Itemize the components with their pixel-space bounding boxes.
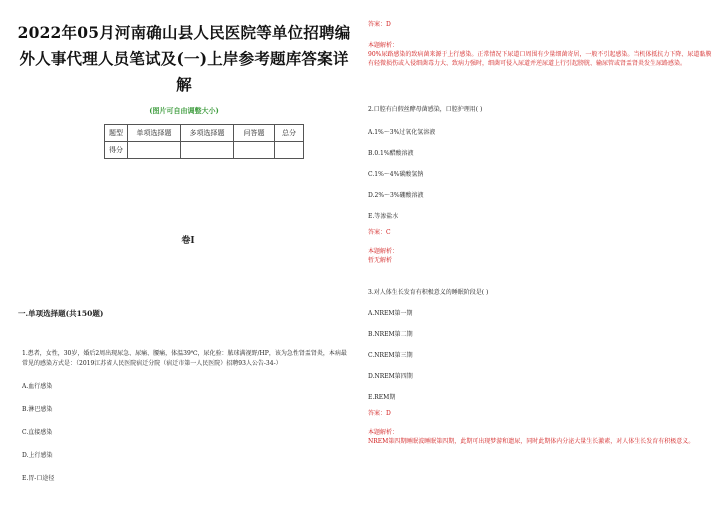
answer-1: 答案：D	[368, 21, 391, 28]
score-cell	[234, 142, 275, 159]
image-resize-note: (图片可自由调整大小)	[149, 106, 219, 115]
question-1-option-b: B.淋巴感染	[22, 406, 53, 413]
score-table	[104, 124, 304, 159]
score-cell	[181, 142, 234, 159]
question-3-option-a: A.NREM第一期	[368, 310, 413, 317]
analysis-3-text: NREM第四期睡眠波睡眠第四期，此期可出现梦游和遗尿，同时此期体内分泌大量生长激素，对人体生长发育有积极意义。	[368, 438, 695, 445]
question-1-text: 1.患者，女性，30岁，婚后2周出现尿急、尿痛、腰痛，体温39℃，尿化验：脓球满视野/HP，该为急性肾盂肾炎，本病最常见的感染方式是：（2019江苏省人民医院宿迁分院（宿迁市第一人民医院）招聘93人公告-34-）	[22, 350, 347, 367]
question-1-option-c: C.直接感染	[22, 429, 53, 436]
question-2-option-a: A.1%～3%过氧化氢溶液	[368, 129, 436, 136]
score-header-multi: 多项选择题	[181, 125, 234, 142]
score-table-score-row	[105, 142, 304, 159]
title-line-3: 解	[176, 75, 192, 94]
score-table-header-row	[105, 125, 304, 142]
question-1-option-d: D.上行感染	[22, 452, 53, 459]
left-column	[8, 20, 360, 482]
question-3-option-c: C.NREM第三期	[368, 352, 413, 359]
question-3-option-d: D.NREM第四期	[368, 373, 413, 380]
question-3-option-b: B.NREM第二期	[368, 331, 413, 338]
volume-label: 卷I	[181, 236, 195, 246]
title-line-2: 外人事代理人员笔试及(一)上岸参考题库答案详	[19, 49, 349, 68]
analysis-3-label: 本题解析：	[368, 429, 399, 436]
score-header-total: 总分	[275, 125, 304, 142]
question-2-option-e: E.等渗盐水	[368, 213, 399, 220]
score-header-single: 单项选择题	[128, 125, 181, 142]
score-header-qa: 问答题	[234, 125, 275, 142]
document-title	[8, 20, 360, 98]
analysis-2-label: 本题解析：	[368, 248, 399, 255]
analysis-1-text: 90%尿路感染的致病菌来源于上行感染。正常情况下尿道口周围有少量细菌寄居，一般不引起感染。当机体抵抗力下降、尿道黏膜有轻微损伤或入侵细菌毒力大、致病力强时，细菌可侵入尿道并逆尿道上行引起膀胱、输尿管或肾盂肾炎发生尿路感染。	[368, 51, 712, 67]
score-row-label: 得分	[105, 142, 128, 159]
question-2-option-b: B.0.1%醋酸溶液	[368, 150, 414, 157]
score-cell	[128, 142, 181, 159]
question-2-option-d: D.2%～3%硼酸溶液	[368, 192, 424, 199]
question-1-option-e: E.胃-口途径	[22, 475, 55, 482]
question-2-text: 2.口腔有白假丝酵母菌感染，口腔护理用( )	[368, 106, 483, 113]
title-line-1: 2022年05月河南确山县人民医院等单位招聘编	[17, 23, 351, 42]
question-2-option-c: C.1%～4%碳酸氢钠	[368, 171, 424, 178]
question-3-text: 3.对人体生长发育有积极意义的睡眠阶段是( )	[368, 289, 489, 296]
answer-3: 答案：D	[368, 410, 391, 417]
section-heading: 一.单项选择题(共150题)	[18, 309, 104, 318]
right-column	[368, 20, 712, 446]
score-header-type: 题型	[105, 125, 128, 142]
answer-2: 答案：C	[368, 229, 391, 236]
question-3-option-e: E.REM期	[368, 394, 396, 401]
score-cell	[275, 142, 304, 159]
analysis-1-label: 本题解析：	[368, 42, 399, 49]
question-1-option-a: A.血行感染	[22, 383, 53, 390]
analysis-2-text: 暂无解析	[368, 257, 393, 264]
